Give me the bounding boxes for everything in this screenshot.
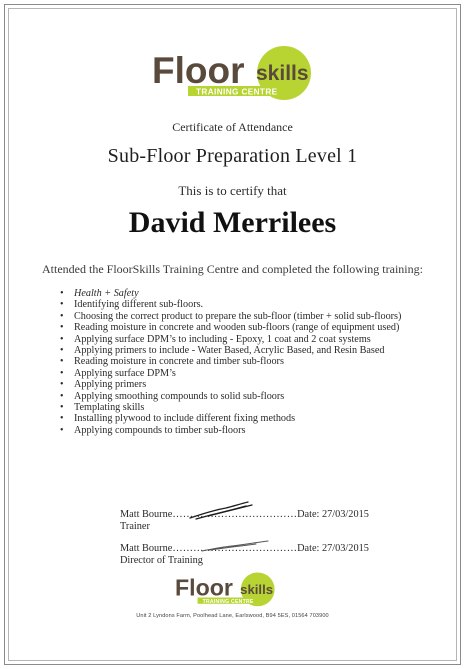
signature-dots: ……………………………… bbox=[172, 543, 298, 554]
logo-tagline: TRAINING CENTRE bbox=[196, 87, 278, 97]
training-item: • Templating skills bbox=[60, 402, 440, 413]
signature-line bbox=[120, 543, 369, 554]
logo-tagline: TRAINING CENTRE bbox=[202, 598, 254, 605]
signatory-role: Director of Training bbox=[120, 555, 203, 566]
director-signature-block bbox=[120, 543, 369, 566]
training-item: • Identifying different sub-floors. bbox=[60, 299, 440, 310]
training-list bbox=[60, 288, 440, 436]
signature-line bbox=[120, 509, 369, 520]
logo-word-floor: Floor bbox=[152, 50, 245, 91]
training-item: • Applying compounds to timber sub-floors bbox=[60, 425, 440, 436]
logo-word-skills: skills bbox=[256, 62, 309, 85]
recipient-name: David Merrilees bbox=[128, 206, 337, 239]
floorskills-logo-small bbox=[175, 572, 279, 608]
signature-date: Date: 27/03/2015 bbox=[297, 509, 369, 520]
certify-text: This is to certify that bbox=[178, 183, 287, 198]
training-item: • Applying primers to include - Water Based, Acrylic Based, and Resin Based bbox=[60, 345, 440, 356]
attended-statement: Attended the FloorSkills Training Centre and completed the following training: bbox=[42, 262, 423, 276]
logo-word-skills: skills bbox=[240, 581, 274, 597]
training-item: • Choosing the correct product to prepare the sub-floor (timber + solid sub-floors) bbox=[60, 311, 440, 322]
signature-dots: ……………………………… bbox=[172, 509, 298, 520]
training-item: • Applying smoothing compounds to solid sub-floors bbox=[60, 391, 440, 402]
training-item: • Health + Safety bbox=[60, 288, 440, 299]
certificate-type: Certificate of Attendance bbox=[172, 120, 293, 134]
training-item: • Applying primers bbox=[60, 379, 440, 390]
floorskills-logo bbox=[152, 46, 318, 102]
training-item: • Installing plywood to include different fixing methods bbox=[60, 413, 440, 424]
trainer-signature-block bbox=[120, 509, 369, 532]
signature-date: Date: 27/03/2015 bbox=[297, 543, 369, 554]
signatory-name: Matt Bourne bbox=[120, 509, 173, 520]
training-item: • Reading moisture in concrete and timber sub-floors bbox=[60, 356, 440, 367]
logo-word-floor: Floor bbox=[175, 574, 233, 601]
training-item: • Applying surface DPM’s to including - Epoxy, 1 coat and 2 coat systems bbox=[60, 334, 440, 345]
course-title: Sub-Floor Preparation Level 1 bbox=[107, 145, 358, 167]
training-item: • Applying surface DPM’s bbox=[60, 368, 440, 379]
training-item: • Reading moisture in concrete and wooden sub-floors (range of equipment used) bbox=[60, 322, 440, 333]
footer-address: Unit 2 Lyndons Farm, Poolhead Lane, Earlswood, B94 5ES, 01564 703900 bbox=[136, 613, 329, 619]
signatory-name: Matt Bourne bbox=[120, 543, 173, 554]
signatory-role: Trainer bbox=[120, 521, 150, 532]
